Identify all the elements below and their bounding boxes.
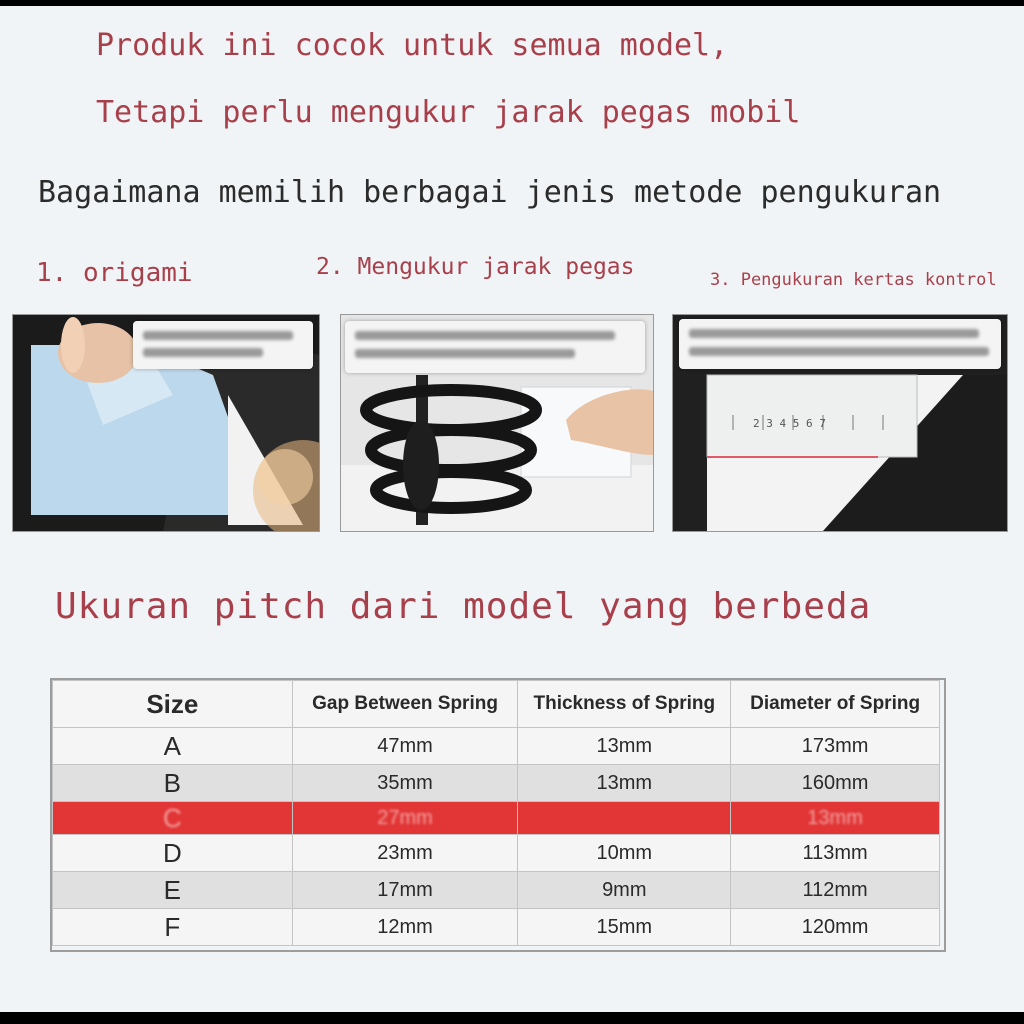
gap-cell — [292, 802, 518, 835]
control-paper-photo — [672, 314, 1008, 532]
gap-cell: 17mm — [292, 872, 518, 909]
diameter-cell — [731, 802, 940, 835]
method-label-spring-gap: 2. Mengukur jarak pegas — [316, 254, 635, 280]
pitch-section-title: Ukuran pitch dari model yang berbeda — [55, 586, 872, 627]
diameter-cell: 160mm — [731, 765, 940, 802]
caption-note — [345, 321, 645, 373]
thickness-cell: 9mm — [518, 872, 731, 909]
header-size: Size — [53, 681, 293, 728]
size-cell: B — [53, 765, 293, 802]
caption-note — [679, 319, 1001, 369]
table-row — [53, 872, 940, 909]
table-row — [53, 909, 940, 946]
header-thickness: Thickness of Spring — [518, 681, 731, 728]
size-cell — [53, 802, 293, 835]
size-cell: E — [53, 872, 293, 909]
thickness-cell: 10mm — [518, 835, 731, 872]
size-value: C — [162, 802, 182, 833]
spring-gap-photo — [340, 314, 654, 532]
gap-value: 27mm — [377, 806, 433, 829]
table-row — [53, 835, 940, 872]
size-cell: D — [53, 835, 293, 872]
table-header-row — [53, 681, 940, 728]
table-row — [53, 765, 940, 802]
size-cell: F — [53, 909, 293, 946]
diameter-cell: 112mm — [731, 872, 940, 909]
caption-note — [133, 321, 313, 369]
gap-cell: 47mm — [292, 728, 518, 765]
table-row-highlighted — [53, 802, 940, 835]
size-cell: A — [53, 728, 293, 765]
header-gap: Gap Between Spring — [292, 681, 518, 728]
spring-size-table — [52, 680, 940, 946]
measure-note: Tetapi perlu mengukur jarak pegas mobil — [96, 95, 801, 130]
method-label-origami: 1. origami — [36, 258, 193, 288]
gap-cell: 23mm — [292, 835, 518, 872]
diameter-cell: 120mm — [731, 909, 940, 946]
method-label-control-paper: 3. Pengukuran kertas kontrol — [710, 270, 997, 290]
origami-photo — [12, 314, 320, 532]
table-row — [53, 728, 940, 765]
ruler-scale: 2 3 4 5 6 7 — [753, 417, 826, 430]
thickness-cell: 13mm — [518, 765, 731, 802]
diameter-cell: 113mm — [731, 835, 940, 872]
compat-text: Produk ini cocok untuk semua model, — [96, 28, 729, 63]
top-border — [0, 0, 1024, 6]
method-question: Bagaimana memilih berbagai jenis metode pengukuran — [38, 175, 942, 210]
gap-cell: 12mm — [292, 909, 518, 946]
thickness-cell — [518, 802, 731, 835]
header-diameter: Diameter of Spring — [731, 681, 940, 728]
diameter-value: 13mm — [807, 806, 863, 829]
gap-cell: 35mm — [292, 765, 518, 802]
diameter-cell: 173mm — [731, 728, 940, 765]
thickness-cell: 13mm — [518, 728, 731, 765]
thickness-cell: 15mm — [518, 909, 731, 946]
